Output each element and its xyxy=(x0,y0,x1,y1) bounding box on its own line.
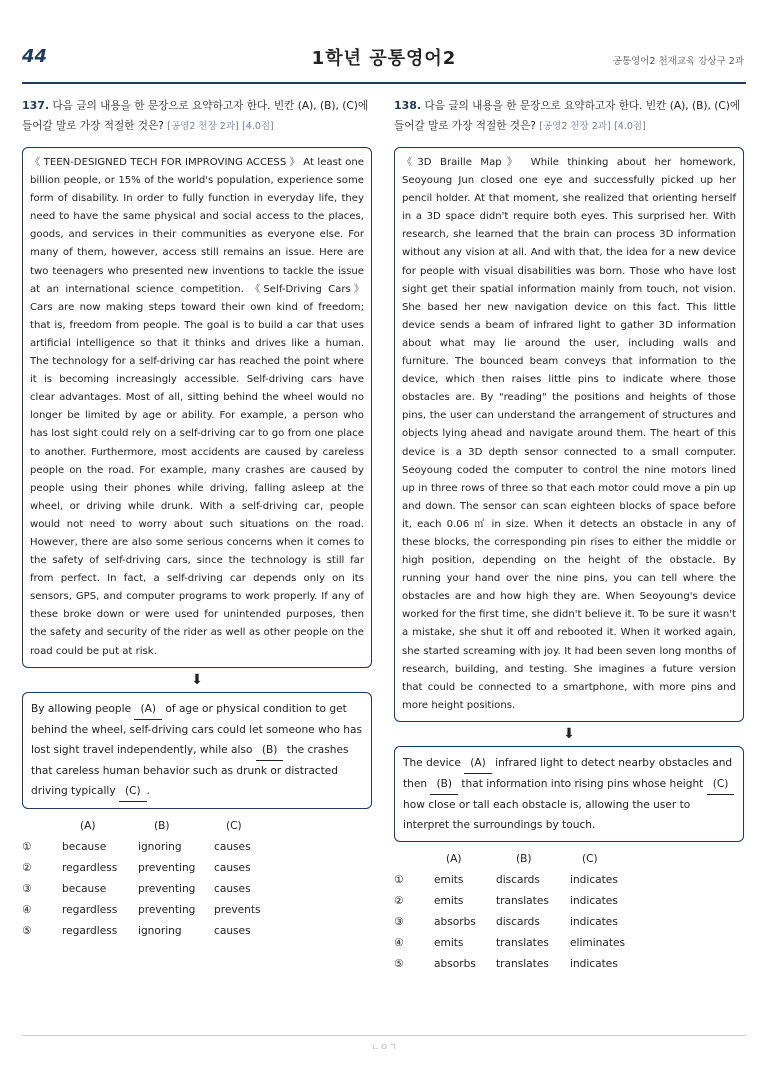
summary-text: The device xyxy=(403,756,461,769)
question-source-tag: [공영2 천장 2과] xyxy=(167,121,239,132)
option-c: indicates xyxy=(570,957,618,970)
down-arrow-icon: ⬇ xyxy=(191,671,203,688)
option-header-c: (C) xyxy=(226,819,242,832)
answer-option-5[interactable] xyxy=(22,921,372,942)
question-prompt: 다음 글의 내용을 한 문장으로 요약하고자 한다. 빈칸 (A), (B), (C)에 들어갈 말로 가장 적절한 것은? xyxy=(22,100,369,132)
option-a: emits xyxy=(434,873,464,886)
answer-option-1[interactable] xyxy=(394,870,744,891)
answer-option-4[interactable] xyxy=(22,900,372,921)
footer-divider xyxy=(22,1035,746,1036)
blank-c: (C) xyxy=(707,774,735,795)
option-c: indicates xyxy=(570,915,618,928)
blank-b: (B) xyxy=(430,774,458,795)
summary-sentence-box xyxy=(394,746,744,842)
question-137-header xyxy=(22,96,372,137)
option-a: regardless xyxy=(62,861,118,874)
question-number: 138. xyxy=(394,99,422,112)
options-header xyxy=(62,817,372,835)
option-b: translates xyxy=(496,936,549,949)
page-source: 공통영어2 천재교육 강상구 2과 xyxy=(612,56,744,67)
header-divider xyxy=(22,82,746,84)
option-number: ④ xyxy=(394,936,404,949)
option-number: ② xyxy=(394,894,404,907)
option-b: translates xyxy=(496,894,549,907)
option-b: translates xyxy=(496,957,549,970)
option-a: emits xyxy=(434,936,464,949)
blank-a: (A) xyxy=(464,753,492,774)
option-b: preventing xyxy=(138,861,196,874)
option-header-c: (C) xyxy=(582,852,598,865)
answer-option-4[interactable] xyxy=(394,933,744,954)
question-prompt: 다음 글의 내용을 한 문장으로 요약하고자 한다. 빈칸 (A), (B), (C)에 들어갈 말로 가장 적절한 것은? xyxy=(394,100,741,132)
option-number: ④ xyxy=(22,903,32,916)
option-b: discards xyxy=(496,873,540,886)
option-b: preventing xyxy=(138,882,196,895)
answer-option-2[interactable] xyxy=(22,858,372,879)
option-a: because xyxy=(62,882,107,895)
option-number: ⑤ xyxy=(22,924,32,937)
answer-option-1[interactable] xyxy=(22,837,372,858)
option-number: ① xyxy=(394,873,404,886)
option-c: indicates xyxy=(570,894,618,907)
option-b: ignoring xyxy=(138,840,182,853)
question-points: [4.0점] xyxy=(614,121,646,132)
option-c: causes xyxy=(214,861,251,874)
summary-text: By allowing people xyxy=(31,702,132,715)
answer-option-3[interactable] xyxy=(22,879,372,900)
option-a: absorbs xyxy=(434,915,476,928)
question-number: 137. xyxy=(22,99,50,112)
page-title: 1학년 공통영어2 xyxy=(311,48,457,69)
option-c: causes xyxy=(214,882,251,895)
option-a: absorbs xyxy=(434,957,476,970)
blank-c: (C) xyxy=(119,781,147,802)
reading-passage: 《 TEEN-DESIGNED TECH FOR IMPROVING ACCESS 》 At least one billion people, or 15% of the world's population, experience some form of disability. In order to fully function in everyday life, they need to have the same physical and social access to the places, goods, and services in their communities as everyone else. For many of them, however, access still remains an issue. Here are two teenagers who presented new inventions to tackle the issue at an international science competition. 《Self-Driving Cars》 Cars are now making steps toward their own kind of freedom; that is, freedom from people. The goal is to build a car that uses artificial intelligence so that it thinks and drives like a human. The technology for a self-driving car has reached the point where it is becoming increasingly accessible. Self-driving cars have clear advantages. Most of all, sitting behind the wheel would no longer be limited by age or ability. For example, a person who has lost sight could rely on a self-driving car to go from one place to another. Furthermore, most accidents are caused by careless people on the road. For example, many crashes are caused by people using their phones while driving, falling asleep at the wheel, or driving while drunk. With a self-driving car, people would not need to worry about such situations on the road. However, there are also some serious concerns when it comes to the safety of self-driving cars, since the technology is still far from perfect. In fact, a self-driving car depends only on its sensors, GPS, and computer programs to work properly. If any of these broke down or were used for unintended purposes, then the safety and security of the rider as well as other people on the road could be put at risk. xyxy=(22,147,372,668)
page-number: 44 xyxy=(22,46,48,67)
option-number: ① xyxy=(22,840,32,853)
option-a: emits xyxy=(434,894,464,907)
option-header-a: (A) xyxy=(446,852,462,865)
question-137 xyxy=(22,96,372,942)
option-b: ignoring xyxy=(138,924,182,937)
summary-text: . xyxy=(146,784,151,797)
question-138 xyxy=(394,96,744,975)
answer-option-3[interactable] xyxy=(394,912,744,933)
blank-a: (A) xyxy=(134,699,162,720)
option-number: ⑤ xyxy=(394,957,404,970)
summary-text: the crashes that careless human behavior such as drunk or distracted driving typically xyxy=(31,743,349,797)
blank-b: (B) xyxy=(256,740,284,761)
question-source-tag: [공영2 천장 2과] xyxy=(539,121,611,132)
question-points: [4.0점] xyxy=(242,121,274,132)
option-c: indicates xyxy=(570,873,618,886)
summary-text: how close or tall each obstacle is, allowing the user to interpret the surroundings by touch. xyxy=(403,798,691,831)
option-c: causes xyxy=(214,840,251,853)
option-number: ③ xyxy=(22,882,32,895)
question-138-header xyxy=(394,96,744,137)
down-arrow-icon: ⬇ xyxy=(563,725,575,742)
summary-text: of age or physical condition to get behind the wheel, self-driving cars could let someone who has lost sight travel independently, while also xyxy=(31,702,363,756)
option-header-b: (B) xyxy=(516,852,532,865)
reading-passage: 《3D Braille Map》 While thinking about her homework, Seoyoung Jun closed one eye and successfully picked up her pencil holder. At that moment, she realized that orienting herself in a 3D space didn't require both eyes. This surprised her. With research, she learned that the brain can process 3D information without any vision at all. And with that, the idea for a new device for people with visual disabilities was born. Those who have lost sight get their spatial information mainly from touch, not vision. She based her new navigation device on this fact. This little device sends a beam of infrared light to gather 3D information about what may lie around the user, including walls and furniture. The bounced beam conveys that information to the device, which then raises little pins to indicate where those obstacles are. By "reading" the positions and heights of those pins, the user can understand the arrangement of structures and objects lying ahead and navigate around them. The heart of this device is a 3D depth sensor connected to a small computer. Seoyoung coded the computer to control the nine motors lined up in three rows of three so that each motor could move a pin up and down. The sensor can scan eighteen blocks of space before it, each 0.06 ㎥ in size. When it detects an obstacle in any of these blocks, the corresponding pin rises to either the middle or high position, depending on the height of the obstacle. By running your hand over the nine pins, you can tell where the obstacles are and how high they are. When Seoyoung's device worked for the first time, she didn't believe it. To be sure it wasn't a mistake, she shut it off and rebooted it. When it worked again, she started screaming with joy. It had been seven long months of research, building, and testing. She imagines a future version that could be connected to a smartphone, with more pins and more height positions. xyxy=(394,147,744,722)
option-b: preventing xyxy=(138,903,196,916)
summary-text: that information into rising pins whose height xyxy=(461,777,704,790)
option-c: causes xyxy=(214,924,251,937)
option-header-a: (A) xyxy=(80,819,96,832)
option-a: regardless xyxy=(62,924,118,937)
option-number: ② xyxy=(22,861,32,874)
option-c: prevents xyxy=(214,903,261,916)
option-c: eliminates xyxy=(570,936,626,949)
option-header-b: (B) xyxy=(154,819,170,832)
footer-mark: ㄴㅇㄱ xyxy=(370,1043,398,1053)
summary-text: infrared light to detect nearby obstacles and then xyxy=(403,756,733,790)
option-number: ③ xyxy=(394,915,404,928)
answer-option-5[interactable] xyxy=(394,954,744,975)
options-header xyxy=(434,850,744,868)
answer-option-2[interactable] xyxy=(394,891,744,912)
summary-sentence-box xyxy=(22,692,372,809)
option-a: regardless xyxy=(62,903,118,916)
option-a: because xyxy=(62,840,107,853)
option-b: discards xyxy=(496,915,540,928)
